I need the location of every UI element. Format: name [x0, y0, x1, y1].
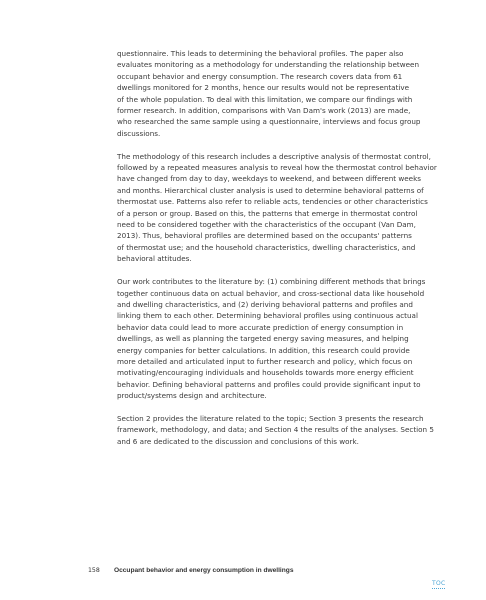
text-line: behavioral attitudes.	[117, 254, 192, 264]
text-line: of a person or group. Based on this, the patterns that emerge in thermostat control	[117, 208, 418, 218]
text-line: of thermostat use; and the household characteristics, dwelling characteristics, and	[117, 242, 416, 252]
text-line: and dwelling characteristics, and (2) deriving behavioral patterns and profiles and	[117, 299, 413, 309]
text-line: together continuous data on actual behavior, and cross-sectional data like household	[117, 288, 425, 298]
text-line: followed by a repeated measures analysis to reveal how the thermostat control behavior	[117, 163, 437, 173]
text-line: have changed from day to day, weekdays to weekend, and between different weeks	[117, 174, 422, 184]
text-line: product/systems design and architecture.	[117, 391, 267, 401]
paragraph	[117, 413, 439, 447]
toc-link[interactable]: TOC	[432, 580, 446, 587]
text-line: former research. In addition, comparisons with Van Dam's work (2013) are made,	[117, 106, 411, 116]
page-footer	[88, 567, 294, 575]
text-line: of the whole population. To deal with this limitation, we compare our findings with	[117, 94, 413, 104]
text-line: need to be considered together with the characteristics of the occupant (Van Dam,	[117, 220, 416, 230]
text-line: Section 2 provides the literature related to the topic; Section 3 presents the research	[117, 413, 424, 423]
text-line: The methodology of this research includes a descriptive analysis of thermostat control,	[117, 151, 431, 161]
text-line: linking them to each other. Determining behavioral profiles using continuous actual	[117, 311, 418, 321]
text-line: discussions.	[117, 128, 161, 138]
text-line: thermostat use. Patterns also refer to reliable acts, tendencies or other characteristics	[117, 197, 428, 207]
text-line: dwellings, as well as planning the targeted energy saving measures, and helping	[117, 334, 409, 344]
paragraph	[117, 48, 439, 139]
text-line: Our work contributes to the literature by: (1) combining different methods that brings	[117, 277, 426, 287]
text-line: and months. Hierarchical cluster analysis is used to determine behavioral patterns of	[117, 185, 424, 195]
text-line: behavior. Defining behavioral patterns and profiles could provide significant input to	[117, 379, 421, 389]
text-line: framework, methodology, and data; and Section 4 the results of the analyses. Section 5	[117, 425, 434, 435]
running-title: Occupant behavior and energy consumption in dwellings	[113, 567, 294, 574]
text-line: who researched the same sample using a questionnaire, interviews and focus group	[117, 117, 421, 127]
text-line: dwellings monitored for 2 months, hence our results would not be representative	[117, 83, 410, 93]
body-text	[117, 48, 439, 447]
paragraph	[117, 276, 439, 401]
text-line: behavior data could lead to more accurate prediction of energy consumption in	[117, 322, 404, 332]
text-line: occupant behavior and energy consumption. The research covers data from 61	[117, 71, 403, 81]
page-number: 158	[88, 567, 100, 574]
text-line: energy companies for better calculations. In addition, this research could provide	[117, 345, 410, 355]
text-line: more detailed and articulated input to further research and policy, which focus on	[117, 356, 413, 366]
paragraph	[117, 151, 439, 265]
text-line: 2013). Thus, behavioral profiles are determined based on the occupants' patterns	[117, 231, 412, 241]
text-line: and 6 are dedicated to the discussion and conclusions of this work.	[117, 436, 359, 446]
text-line: questionnaire. This leads to determining the behavioral profiles. The paper also	[117, 49, 404, 58]
text-line: evaluates monitoring as a methodology for understanding the relationship between	[117, 60, 419, 70]
text-line: motivating/encouraging individuals and households towards more energy efficient	[117, 368, 414, 378]
